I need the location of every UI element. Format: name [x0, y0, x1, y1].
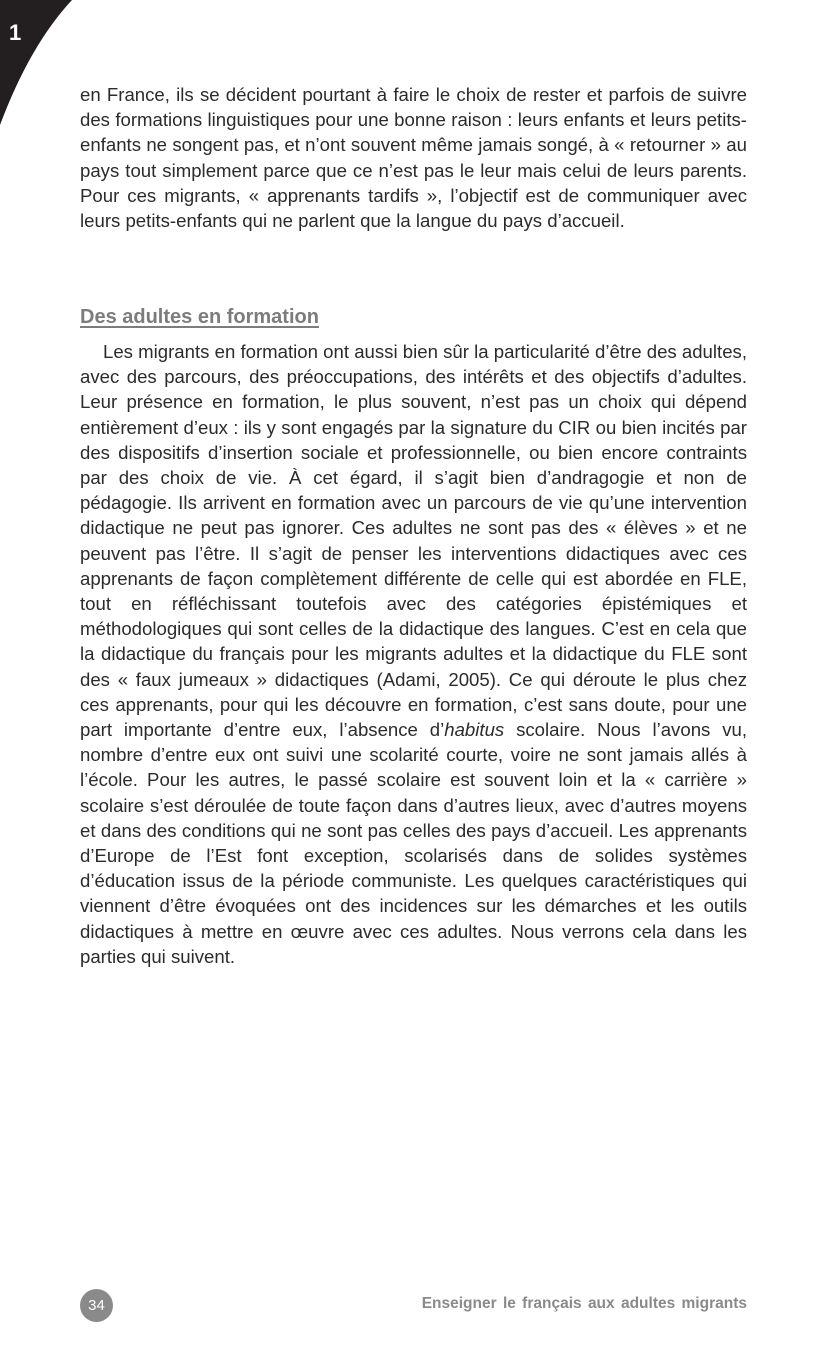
- section-body: [80, 339, 747, 969]
- page-number: 34: [80, 1289, 113, 1322]
- chapter-corner-tab: [0, 0, 80, 130]
- section-paragraph: [80, 339, 747, 969]
- paragraph-text-part-1: Les migrants en formation ont aussi bien sûr la particularité d’être des adultes, avec des parcours, des préoccupations, des intérêts et des objectifs d’adultes. Leur présence en formation, le plus souvent, n’est pas un choix qui dépend entièrement d’eux : ils y sont engagés par la signature du CIR ou bien incités par des dispositifs d’insertion sociale et professionnelle, ou bien encore contraints par des choix de vie. À cet égard, il s’agit bien d’andragogie et non de pédagogie. Ils arrivent en formation avec un parcours de vie qu’une intervention didactique ne peut pas ignorer. Ces adultes ne sont pas des « élèves » et ne peuvent pas l’être. Il s’agit de penser les interventions didactiques avec ces apprenants de façon complètement différente de celle qui est abordée en FLE, tout en réfléchissant toutefois avec des catégories épistémiques et méthodologiques qui sont celles de la didactique des langues. C’est en cela que la didactique du français pour les migrants adultes et la didactique du FLE sont des « faux jumeaux » didactiques (Adami, 2005). Ce qui déroute le plus chez ces apprenants, pour qui les découvre en formation, c’est sans doute, pour une part importante d’entre eux, l’absence d’: [80, 341, 747, 741]
- running-title: Enseigner le français aux adultes migrants: [421, 1295, 747, 1312]
- section-heading: Des adultes en formation: [80, 306, 319, 328]
- intro-section: [80, 82, 747, 233]
- chapter-number: 1: [9, 20, 22, 45]
- intro-paragraph: en France, ils se décident pourtant à faire le choix de rester et parfois de suivre des formations linguistiques pour une bonne raison : leurs enfants et leurs petits-enfants ne songent pas, et n’ont souvent même jamais songé, à « retourner » au pays tout simplement parce que ce n’est pas le leur mais celui de leurs parents. Pour ces migrants, « apprenants tardifs », l’objectif est de communiquer avec leurs petits-enfants qui ne parlent que la langue du pays d’accueil.: [80, 84, 747, 232]
- italic-term: habitus: [444, 719, 505, 741]
- paragraph-text-part-2: scolaire. Nous l’avons vu, nombre d’entre eux ont suivi une scolarité courte, voire ne sont jamais allés à l’école. Pour les autres, le passé scolaire est souvent loin et la « carrière » scolaire s’est déroulée de toute façon dans d’autres lieux, avec d’autres moyens et dans des conditions qui ne sont pas celles des pays d’accueil. Les apprenants d’Europe de l’Est font exception, scolarisés dans de solides systèmes d’éducation issus de la période communiste. Les quelques caractéristiques qui viennent d’être évoquées ont des incidences sur les démarches et les outils didactiques à mettre en œuvre avec ces adultes. Nous verrons cela dans les parties qui suivent.: [80, 719, 747, 967]
